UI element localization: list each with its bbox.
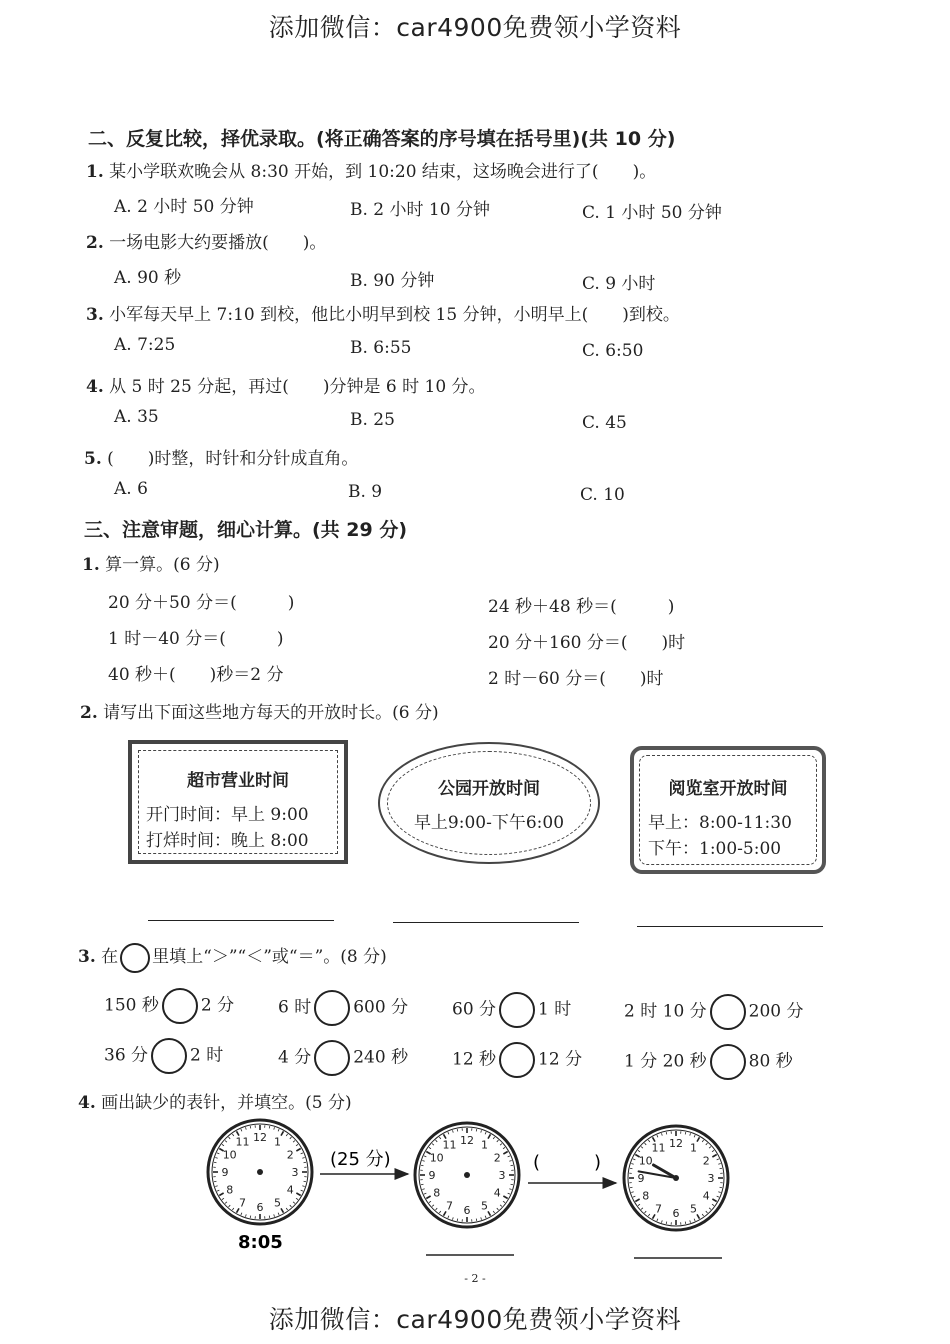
question-3-1	[82, 550, 220, 575]
clock-number: 6	[672, 1207, 680, 1220]
clock-number: 1	[481, 1138, 488, 1152]
clock-number: 1	[274, 1135, 281, 1149]
clock-number: 12	[669, 1137, 683, 1150]
box-title: 公园开放时间	[438, 779, 540, 799]
compare-item: 1 分 20 秒 80 秒	[624, 1044, 793, 1080]
answer-circle[interactable]	[499, 1042, 535, 1078]
clock-number: 4	[702, 1189, 710, 1203]
clock-number: 8	[226, 1183, 234, 1197]
question-2-4	[86, 372, 486, 397]
question-number: 3.	[78, 947, 96, 967]
page-number: - 2 -	[464, 1272, 486, 1285]
box-line: 下午：1:00-5:00	[648, 839, 782, 859]
question-number: 2.	[86, 233, 104, 253]
question-3-3	[78, 942, 387, 973]
question-2-5	[84, 444, 358, 469]
section-3-title: 三、注意审题，细心计算。(共 29 分)	[84, 519, 408, 541]
clock-number: 7	[446, 1199, 453, 1213]
clock-number: 5	[481, 1199, 488, 1213]
compare-item: 6 时 600 分	[278, 990, 408, 1026]
question-number: 3.	[86, 305, 104, 325]
clock-number: 11	[651, 1141, 666, 1155]
question-2-1	[86, 157, 656, 182]
clock-number: 11	[442, 1138, 457, 1152]
park-hours-box	[378, 742, 600, 864]
option-b: B. 6:55	[350, 338, 412, 358]
clock-1-time-label: 8:05	[238, 1232, 283, 1253]
calc-item: 1 时－40 分＝( )	[108, 629, 284, 649]
clock-number: 7	[655, 1202, 662, 1216]
clock-number: 4	[286, 1183, 294, 1197]
calc-item: 2 时－60 分＝( )时	[488, 669, 664, 689]
option-b: B. 9	[348, 482, 383, 502]
answer-circle[interactable]	[314, 1040, 350, 1076]
answer-circle[interactable]	[710, 1044, 746, 1080]
watermark-top: 添加微信：car4900免费领小学资料	[268, 13, 682, 42]
question-number: 2.	[80, 703, 98, 723]
question-2-3	[86, 300, 680, 325]
clock-number: 8	[642, 1189, 650, 1203]
answer-circle[interactable]	[162, 988, 198, 1024]
compare-item: 60 分 1 时	[452, 992, 571, 1028]
clock-number: 6	[463, 1204, 471, 1217]
watermark-bottom: 添加微信：car4900免费领小学资料	[268, 1305, 682, 1334]
option-a: A. 7:25	[114, 335, 176, 355]
question-3-2	[80, 698, 439, 723]
clock-number: 9	[637, 1172, 645, 1185]
clock-number: 1	[690, 1141, 697, 1155]
compare-item: 12 秒 12 分	[452, 1042, 582, 1078]
compare-item: 4 分 240 秒	[278, 1040, 408, 1076]
reading-room-hours-box	[630, 746, 826, 874]
question-number: 4.	[86, 377, 104, 397]
compare-item: 150 秒 2 分	[104, 988, 234, 1024]
answer-circle[interactable]	[151, 1038, 187, 1074]
question-2-2	[86, 228, 326, 253]
option-c: C. 6:50	[582, 341, 644, 361]
circle-icon	[120, 943, 150, 973]
question-number: 4.	[78, 1093, 96, 1113]
option-a: A. 90 秒	[114, 268, 182, 288]
clock-number: 2	[493, 1151, 501, 1165]
box-title: 超市营业时间	[187, 771, 289, 791]
clock-face-2[interactable]	[415, 1123, 519, 1227]
answer-line[interactable]	[148, 920, 334, 921]
supermarket-hours-box	[128, 740, 348, 864]
answer-circle[interactable]	[499, 992, 535, 1028]
question-text: 某小学联欢晚会从 8:30 开始，到 10:20 结束，这场晚会进行了( )。	[109, 162, 657, 182]
box-title: 阅览室开放时间	[668, 779, 788, 799]
clock-number: 3	[291, 1166, 299, 1179]
clock-number: 2	[702, 1154, 710, 1168]
option-a: A. 35	[114, 407, 159, 427]
question-number: 1.	[82, 555, 100, 575]
answer-circle[interactable]	[710, 994, 746, 1030]
option-c: C. 45	[582, 413, 627, 433]
question-text: 从 5 时 25 分起，再过( )分钟是 6 时 10 分。	[109, 377, 486, 397]
question-number: 1.	[86, 162, 104, 182]
option-a: A. 2 小时 50 分钟	[114, 197, 254, 217]
clock-number: 9	[221, 1166, 229, 1179]
option-a: A. 6	[114, 479, 148, 499]
arrow-label-1: (25 分)	[330, 1149, 391, 1170]
box-line: 早上：8:00-11:30	[648, 813, 792, 833]
question-text: 算一算。(6 分)	[105, 555, 220, 575]
clock-number: 8	[433, 1186, 441, 1200]
clock-number: 3	[498, 1169, 506, 1182]
compare-item: 2 时 10 分 200 分	[624, 994, 804, 1030]
option-b: B. 25	[350, 410, 395, 430]
clock-number: 5	[690, 1202, 697, 1216]
box-line: 早上9:00-下午6:00	[413, 813, 565, 833]
question-text: 请写出下面这些地方每天的开放时长。(6 分)	[103, 703, 439, 723]
clock-number: 10	[222, 1148, 237, 1162]
clock-number: 12	[253, 1131, 267, 1144]
clock-number: 11	[235, 1135, 250, 1149]
clock-number: 10	[638, 1154, 653, 1168]
question-number: 5.	[84, 449, 102, 469]
clocks-diagram	[0, 1110, 950, 1270]
clock-number: 2	[286, 1148, 294, 1162]
clock-number: 4	[493, 1186, 501, 1200]
clock-face-3	[624, 1126, 728, 1230]
clock-face-1	[208, 1120, 312, 1224]
clock-number: 3	[707, 1172, 715, 1185]
answer-circle[interactable]	[314, 990, 350, 1026]
box-line: 打烊时间：晚上 8:00	[146, 831, 309, 851]
question-text-after: 里填上“＞”“＜”或“＝”。(8 分)	[152, 947, 387, 967]
question-text-before: 在	[101, 947, 119, 967]
calc-item: 20 分＋50 分＝( )	[108, 593, 295, 613]
calc-item: 20 分＋160 分＝( )时	[488, 633, 686, 653]
calc-item: 24 秒＋48 秒＝( )	[488, 597, 675, 617]
clock-number: 12	[460, 1134, 474, 1147]
option-c: C. 9 小时	[582, 274, 656, 294]
calc-item: 40 秒＋( )秒＝2 分	[108, 665, 284, 685]
clock-number: 9	[428, 1169, 436, 1182]
question-text: 一场电影大约要播放( )。	[109, 233, 327, 253]
compare-item: 36 分 2 时	[104, 1038, 223, 1074]
section-2-title: 二、反复比较，择优录取。(将正确答案的序号填在括号里)(共 10 分)	[88, 128, 676, 150]
option-c: C. 10	[580, 485, 625, 505]
clock-number: 5	[274, 1196, 281, 1210]
clock-number: 7	[239, 1196, 246, 1210]
question-text: 小军每天早上 7:10 到校，他比小明早到校 15 分钟，小明早上( )到校。	[109, 305, 680, 325]
box-line: 开门时间：早上 9:00	[146, 805, 309, 825]
question-text: 画出缺少的表针，并填空。(5 分)	[101, 1093, 352, 1113]
clock-number: 6	[256, 1201, 264, 1214]
option-b: B. 90 分钟	[350, 271, 435, 291]
question-text: ( )时整，时针和分针成直角。	[107, 449, 359, 469]
answer-line[interactable]	[637, 926, 823, 927]
answer-line[interactable]	[393, 922, 579, 923]
clock-number: 10	[429, 1151, 444, 1165]
option-b: B. 2 小时 10 分钟	[350, 200, 490, 220]
option-c: C. 1 小时 50 分钟	[582, 203, 722, 223]
arrow-label-2: ( )	[533, 1152, 602, 1173]
